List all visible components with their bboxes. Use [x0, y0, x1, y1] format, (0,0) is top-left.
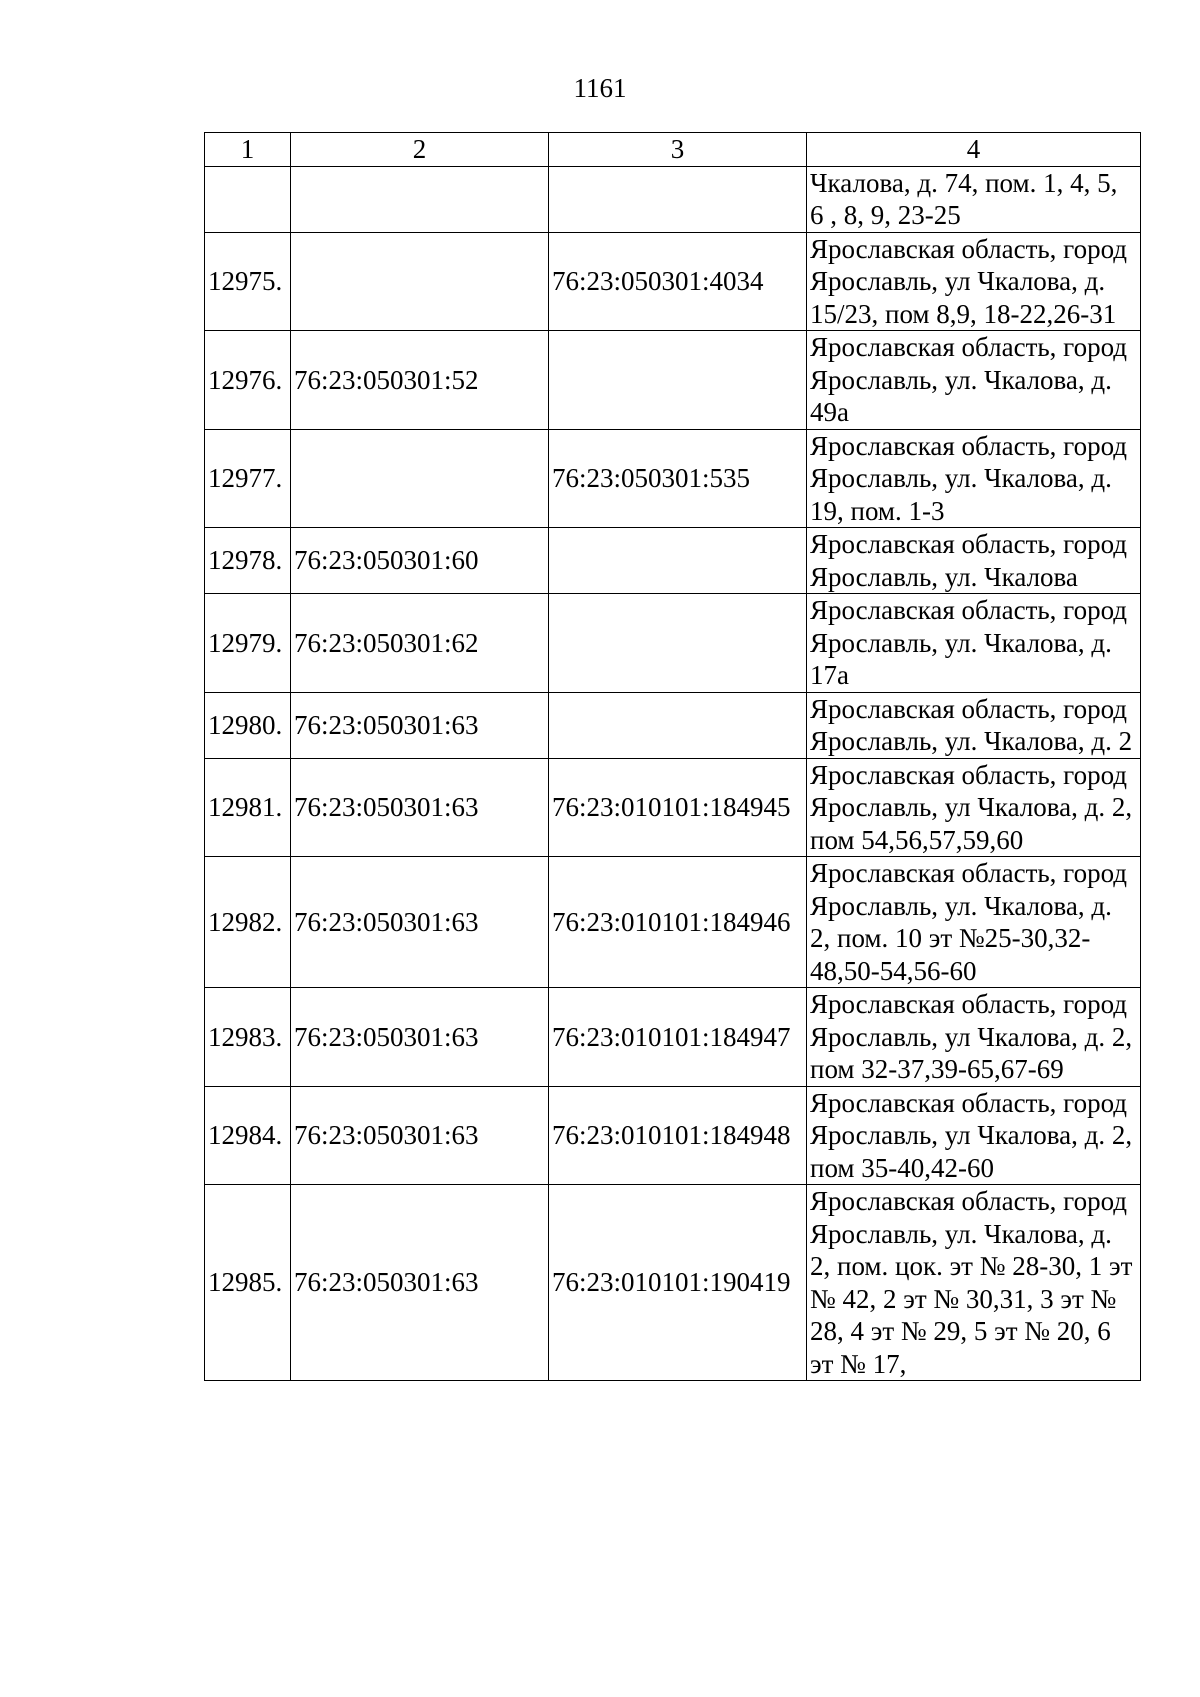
header-cell: 1 — [205, 133, 291, 167]
header-cell: 4 — [807, 133, 1141, 167]
table-row — [205, 429, 1141, 528]
table-row — [205, 232, 1141, 331]
parcel-cadastral-cell: 76:23:050301:52 — [291, 331, 549, 430]
row-number-cell: 12975. — [205, 232, 291, 331]
object-cadastral-cell: 76:23:010101:184947 — [549, 988, 807, 1087]
row-number-cell: 12979. — [205, 594, 291, 693]
parcel-cadastral-cell — [291, 232, 549, 331]
address-cell: Ярославская область, город Ярославль, ул Чкалова, д. 2, пом 54,56,57,59,60 — [807, 758, 1141, 857]
row-number-cell — [205, 166, 291, 232]
object-cadastral-cell — [549, 166, 807, 232]
table-row — [205, 857, 1141, 988]
object-cadastral-cell: 76:23:010101:184948 — [549, 1086, 807, 1185]
address-cell: Ярославская область, город Ярославль, ул Чкалова, д. 2, пом 35-40,42-60 — [807, 1086, 1141, 1185]
parcel-cadastral-cell — [291, 429, 549, 528]
table-row — [205, 528, 1141, 594]
address-cell: Ярославская область, город Ярославль, ул Чкалова, д. 15/23, пом 8,9, 18-22,26-31 — [807, 232, 1141, 331]
parcel-cadastral-cell: 76:23:050301:63 — [291, 758, 549, 857]
table-header-row — [205, 133, 1141, 167]
address-cell: Ярославская область, город Ярославль, ул. Чкалова, д. 2, пом. цок. эт № 28-30, 1 эт № 42, 2 эт № 30,31, 3 эт № 28, 4 эт № 29, 5 эт № 20, 6 эт № 17, — [807, 1185, 1141, 1381]
table-row — [205, 692, 1141, 758]
parcel-cadastral-cell: 76:23:050301:63 — [291, 692, 549, 758]
parcel-cadastral-cell — [291, 166, 549, 232]
address-cell: Ярославская область, город Ярославль, ул Чкалова, д. 2, пом 32-37,39-65,67-69 — [807, 988, 1141, 1087]
object-cadastral-cell — [549, 528, 807, 594]
row-number-cell: 12980. — [205, 692, 291, 758]
row-number-cell: 12983. — [205, 988, 291, 1087]
object-cadastral-cell — [549, 692, 807, 758]
page-number: 1161 — [573, 73, 627, 103]
address-cell: Чкалова, д. 74, пом. 1, 4, 5, 6 , 8, 9, 23-25 — [807, 166, 1141, 232]
object-cadastral-cell: 76:23:010101:184945 — [549, 758, 807, 857]
address-cell: Ярославская область, город Ярославль, ул. Чкалова, д. 49а — [807, 331, 1141, 430]
row-number-cell: 12978. — [205, 528, 291, 594]
registry-table — [204, 132, 1141, 1381]
row-number-cell: 12977. — [205, 429, 291, 528]
address-cell: Ярославская область, город Ярославль, ул. Чкалова, д. 2, пом. 10 эт №25-30,32-48,50-54,56-60 — [807, 857, 1141, 988]
row-number-cell: 12984. — [205, 1086, 291, 1185]
header-cell: 2 — [291, 133, 549, 167]
row-number-cell: 12976. — [205, 331, 291, 430]
address-cell: Ярославская область, город Ярославль, ул. Чкалова, д. 17а — [807, 594, 1141, 693]
table-row — [205, 166, 1141, 232]
object-cadastral-cell: 76:23:050301:535 — [549, 429, 807, 528]
table-row — [205, 988, 1141, 1087]
parcel-cadastral-cell: 76:23:050301:60 — [291, 528, 549, 594]
parcel-cadastral-cell: 76:23:050301:63 — [291, 1185, 549, 1381]
parcel-cadastral-cell: 76:23:050301:63 — [291, 1086, 549, 1185]
parcel-cadastral-cell: 76:23:050301:63 — [291, 857, 549, 988]
table-row — [205, 1086, 1141, 1185]
address-cell: Ярославская область, город Ярославль, ул. Чкалова, д. 2 — [807, 692, 1141, 758]
parcel-cadastral-cell: 76:23:050301:63 — [291, 988, 549, 1087]
address-cell: Ярославская область, город Ярославль, ул. Чкалова, д. 19, пом. 1-3 — [807, 429, 1141, 528]
table-row — [205, 1185, 1141, 1381]
table-row — [205, 331, 1141, 430]
row-number-cell: 12982. — [205, 857, 291, 988]
table-row — [205, 594, 1141, 693]
row-number-cell: 12985. — [205, 1185, 291, 1381]
header-cell: 3 — [549, 133, 807, 167]
parcel-cadastral-cell: 76:23:050301:62 — [291, 594, 549, 693]
object-cadastral-cell: 76:23:010101:190419 — [549, 1185, 807, 1381]
table-row — [205, 758, 1141, 857]
row-number-cell: 12981. — [205, 758, 291, 857]
object-cadastral-cell — [549, 594, 807, 693]
object-cadastral-cell — [549, 331, 807, 430]
address-cell: Ярославская область, город Ярославль, ул. Чкалова — [807, 528, 1141, 594]
object-cadastral-cell: 76:23:050301:4034 — [549, 232, 807, 331]
object-cadastral-cell: 76:23:010101:184946 — [549, 857, 807, 988]
